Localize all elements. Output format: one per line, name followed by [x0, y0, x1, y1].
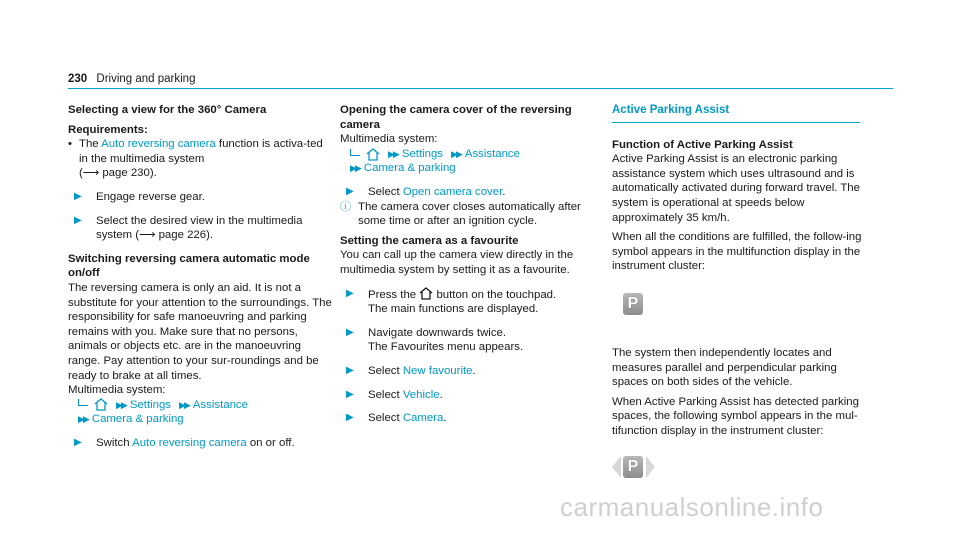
arrow-right-icon: [646, 456, 655, 478]
step-arrow-icon: ▶: [74, 436, 82, 448]
menu-path-line2: [340, 161, 585, 176]
step-arrow-icon: ▶: [74, 190, 82, 202]
section-heading-camera-cover: Opening the camera cover of the reversing camera: [340, 104, 572, 131]
menu-path-line1: [340, 147, 585, 162]
info-note: ⓘ The camera cover closes automatically after some time or after an ignition cycle.: [340, 200, 581, 228]
info-icon: ⓘ: [340, 200, 351, 213]
step-select-new-favourite: ▶ Select New favourite.: [340, 364, 585, 379]
page-ref-arrow-icon: ⟶: [82, 167, 100, 180]
bullet-icon: •: [68, 138, 72, 151]
step-switch-auto: ▶ Switch Auto reversing camera on or off.: [68, 436, 333, 451]
switch-body-text: The reversing camera is only an aid. It is not a substitute for your attention to the surroundings. The responsibility for safe manoeuvring and parking remains with you. Make sure that no persons, animals or objects etc. are in the manoeuvring range. Pay attention to your sur-roundings and be ready to brake at all times.: [68, 281, 332, 382]
section-heading-360-view: Selecting a view for the 360° Camera: [68, 104, 267, 116]
step-engage-reverse: ▶ Engage reverse gear.: [68, 190, 333, 205]
column-3: [612, 103, 872, 483]
parking-symbol-icon: P: [623, 293, 643, 315]
home-icon: [366, 148, 380, 161]
step-select-camera: ▶ Select Camera.: [340, 411, 585, 426]
menu-path-line1: [68, 398, 333, 413]
step-arrow-icon: ▶: [346, 185, 354, 197]
step-navigate: ▶ Navigate downwards twice. The Favourites menu appears.: [340, 326, 585, 355]
favourite-body-text: You can call up the camera view directly in the multimedia system by setting it as a favourite.: [340, 249, 574, 276]
section-title-active-parking-assist: Active Parking Assist: [612, 103, 860, 123]
home-icon: [94, 398, 108, 411]
new-favourite-link[interactable]: New favourite: [402, 364, 473, 377]
column-2: [340, 103, 585, 426]
paragraph-3: The system then independently locates and measures parallel and perpendicular parking spaces on both sides of the vehicle.: [612, 346, 837, 389]
section-heading-automatic-mode: Switching reversing camera automatic mode on/off: [68, 252, 310, 280]
settings-link[interactable]: Settings: [401, 147, 444, 160]
vehicle-link[interactable]: Vehicle: [402, 388, 440, 401]
camera-parking-link[interactable]: Camera & parking: [91, 413, 184, 426]
parking-detected-symbol: [612, 439, 872, 483]
assistance-link[interactable]: Assistance: [192, 398, 248, 411]
arrow-left-icon: [612, 456, 621, 478]
assistance-link[interactable]: Assistance: [464, 147, 520, 160]
section-heading-favourite: Setting the camera as a favourite: [340, 234, 519, 247]
step-arrow-icon: ▶: [74, 214, 82, 226]
paragraph-4: When Active Parking Assist has detected parking spaces, the following symbol appears in the mul-tifunction display in the instrument cluster:: [612, 395, 859, 437]
paragraph-1: Active Parking Assist is an electronic parking assistance system which uses ultrasound and is automatically activated during forward travel. The system is operational at speeds below approximately 35 km/h.: [612, 153, 860, 224]
settings-link[interactable]: Settings: [129, 398, 172, 411]
step-open-cover: ▶ Select Open camera cover.: [340, 185, 585, 200]
open-camera-cover-link[interactable]: Open camera cover: [402, 185, 503, 198]
double-chevron-icon: ▶▶: [451, 148, 461, 159]
double-chevron-icon: ▶▶: [78, 414, 88, 425]
page-header: [68, 72, 195, 87]
multimedia-label: Multimedia system:: [340, 133, 438, 146]
step-arrow-icon: ▶: [346, 412, 354, 424]
requirements-label: Requirements:: [68, 123, 148, 136]
auto-reversing-camera-link[interactable]: Auto reversing camera: [132, 436, 247, 449]
step-select-view: ▶ Select the desired view in the multimedia system (⟶ page 226).: [68, 214, 333, 243]
double-chevron-icon: ▶▶: [179, 399, 189, 410]
path-start-icon: [350, 149, 360, 156]
step-arrow-icon: ▶: [346, 326, 354, 338]
double-chevron-icon: ▶▶: [350, 163, 360, 174]
path-start-icon: [78, 399, 88, 406]
page-number: 230: [68, 73, 88, 85]
column-1: [68, 103, 333, 450]
camera-parking-link[interactable]: Camera & parking: [363, 162, 456, 175]
paragraph-2: When all the conditions are fulfilled, the follow-ing symbol appears in the multifunction display in the instrument cluster:: [612, 231, 862, 273]
auto-reversing-camera-link[interactable]: Auto reversing camera: [101, 138, 216, 151]
parking-symbol-icon: P: [623, 456, 643, 478]
heading-function: Function of Active Parking Assist: [612, 138, 793, 151]
step-arrow-icon: ▶: [346, 287, 354, 299]
requirement-item: • The Auto reversing camera function is activa-ted in the multimedia system (⟶ page 230).: [68, 138, 323, 180]
step-arrow-icon: ▶: [346, 364, 354, 376]
double-chevron-icon: ▶▶: [116, 399, 126, 410]
step-press-home: ▶ Press the button on the touchpad. The main functions are displayed.: [340, 287, 585, 317]
header-rule: [68, 88, 893, 89]
menu-path-line2: [68, 412, 333, 427]
watermark: carmanualsonline.info: [560, 492, 824, 522]
camera-link[interactable]: Camera: [402, 412, 444, 425]
page-ref-arrow-icon: ⟶: [139, 229, 156, 242]
step-arrow-icon: ▶: [346, 388, 354, 400]
chapter-title: Driving and parking: [96, 73, 196, 85]
home-button-icon: [419, 287, 433, 300]
double-chevron-icon: ▶▶: [388, 148, 398, 159]
multimedia-label: Multimedia system:: [68, 384, 166, 397]
step-select-vehicle: ▶ Select Vehicle.: [340, 388, 585, 403]
